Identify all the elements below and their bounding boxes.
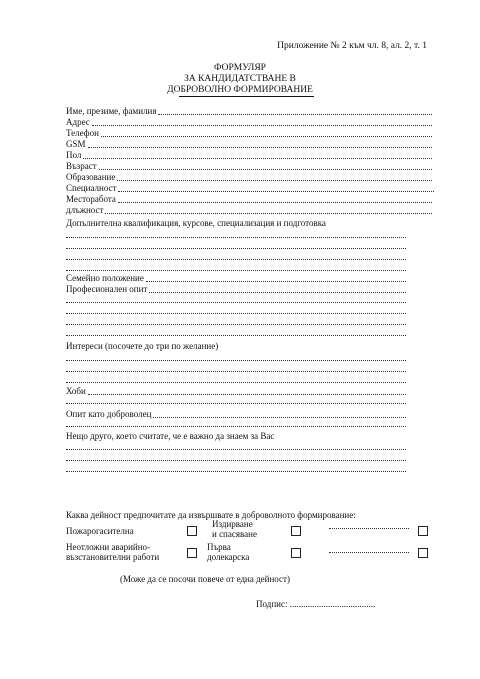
field-name[interactable] <box>66 106 432 116</box>
other-line-1[interactable] <box>66 449 406 450</box>
field-professional-experience[interactable] <box>66 284 406 294</box>
activity-search-rescue-line-1: Издирване <box>212 519 253 529</box>
field-address-label: Адрес <box>66 117 90 127</box>
hobbies-line[interactable] <box>66 403 406 404</box>
checkbox-other-1[interactable] <box>418 526 428 536</box>
volunteer-line[interactable] <box>66 426 406 427</box>
activity-first-aid-line-1: Първа <box>207 542 231 552</box>
field-workplace-label: Месторабота <box>66 194 116 204</box>
field-address[interactable] <box>66 117 432 127</box>
field-marital-status-label: Семейно положение <box>66 273 144 283</box>
field-gsm-label: GSM <box>66 139 86 149</box>
other-line-2[interactable] <box>66 460 406 461</box>
interests-line-2[interactable] <box>66 371 406 372</box>
experience-line-4[interactable] <box>66 335 406 336</box>
experience-line-1[interactable] <box>66 302 406 303</box>
field-workplace[interactable] <box>66 194 432 204</box>
field-position[interactable] <box>66 205 432 215</box>
activity-note: (Може да се посочи повече от една дейност) <box>120 574 290 584</box>
interests-label: Интереси (посочете до три по желание) <box>66 341 219 351</box>
field-hobbies-label: Хоби <box>66 386 86 396</box>
field-education[interactable] <box>66 172 432 182</box>
form-subtitle-2: ДОБРОВОЛНО ФОРМИРОВАНИЕ <box>167 85 313 95</box>
checkbox-search-rescue[interactable] <box>291 526 301 536</box>
activity-question: Каква дейност предпочитате да извършвате в доброволното формирование: <box>66 510 356 520</box>
interests-line-3[interactable] <box>66 382 406 383</box>
activity-firefighting-label: Пожарогасителна <box>66 526 134 536</box>
activity-first-aid-label <box>207 543 249 563</box>
qualification-line-3[interactable] <box>66 259 406 260</box>
activity-search-rescue-label <box>212 520 257 540</box>
field-education-label: Образование <box>66 172 116 182</box>
activity-emergency-label <box>66 543 159 563</box>
field-volunteer-experience-label: Опит като доброволец <box>66 409 152 419</box>
field-volunteer-experience[interactable] <box>66 409 406 419</box>
field-sex[interactable] <box>66 150 432 160</box>
activity-emergency-line-1: Неотложни аварийно- <box>66 542 151 552</box>
experience-line-3[interactable] <box>66 324 406 325</box>
field-specialty[interactable] <box>66 183 434 193</box>
experience-line-2[interactable] <box>66 313 406 314</box>
field-age-label: Възраст <box>66 161 97 171</box>
checkbox-other-2[interactable] <box>418 548 428 558</box>
field-position-label: длъжност <box>66 205 104 215</box>
activity-other-line-1[interactable] <box>329 528 409 529</box>
activity-other-line-2[interactable] <box>329 552 409 553</box>
other-info-label: Нещо друго, което считате, че е важно да знаем за Вас <box>66 431 275 441</box>
qualification-line-1[interactable] <box>66 237 406 238</box>
activity-emergency-line-2: възстановителни работи <box>66 551 160 562</box>
field-hobbies[interactable] <box>66 386 406 396</box>
field-phone[interactable] <box>66 128 432 138</box>
annex-reference: Приложение № 2 към чл. 8, ал. 2, т. 1 <box>277 41 427 51</box>
qualification-line-2[interactable] <box>66 248 406 249</box>
field-professional-experience-label: Професионален опит <box>66 284 148 294</box>
qualification-line-4[interactable] <box>66 270 406 271</box>
interests-line-1[interactable] <box>66 360 406 361</box>
checkbox-emergency[interactable] <box>187 548 197 558</box>
field-specialty-label: Специалност <box>66 183 117 193</box>
signature-field[interactable]: Подпис: ...................................... <box>256 599 376 609</box>
other-line-3[interactable] <box>66 471 406 472</box>
field-age[interactable] <box>66 161 432 171</box>
activity-search-rescue-line-2: и спасяване <box>212 528 257 539</box>
checkbox-firefighting[interactable] <box>187 526 197 536</box>
form-title: ФОРМУЛЯР <box>214 63 266 73</box>
title-divider <box>179 96 314 97</box>
field-gsm[interactable] <box>66 139 432 149</box>
field-marital-status[interactable] <box>66 273 406 283</box>
field-name-label: Име, презиме, фамилия <box>66 106 157 116</box>
form-subtitle: ЗА КАНДИДАТСТВАНЕ В <box>184 74 296 84</box>
checkbox-first-aid[interactable] <box>291 548 301 558</box>
activity-first-aid-line-2: долекарска <box>207 551 250 562</box>
additional-qualification-label: Допълнителна квалификация, курсове, специализация и подготовка <box>66 218 326 228</box>
field-sex-label: Пол <box>66 150 82 160</box>
field-phone-label: Телефон <box>66 128 99 138</box>
